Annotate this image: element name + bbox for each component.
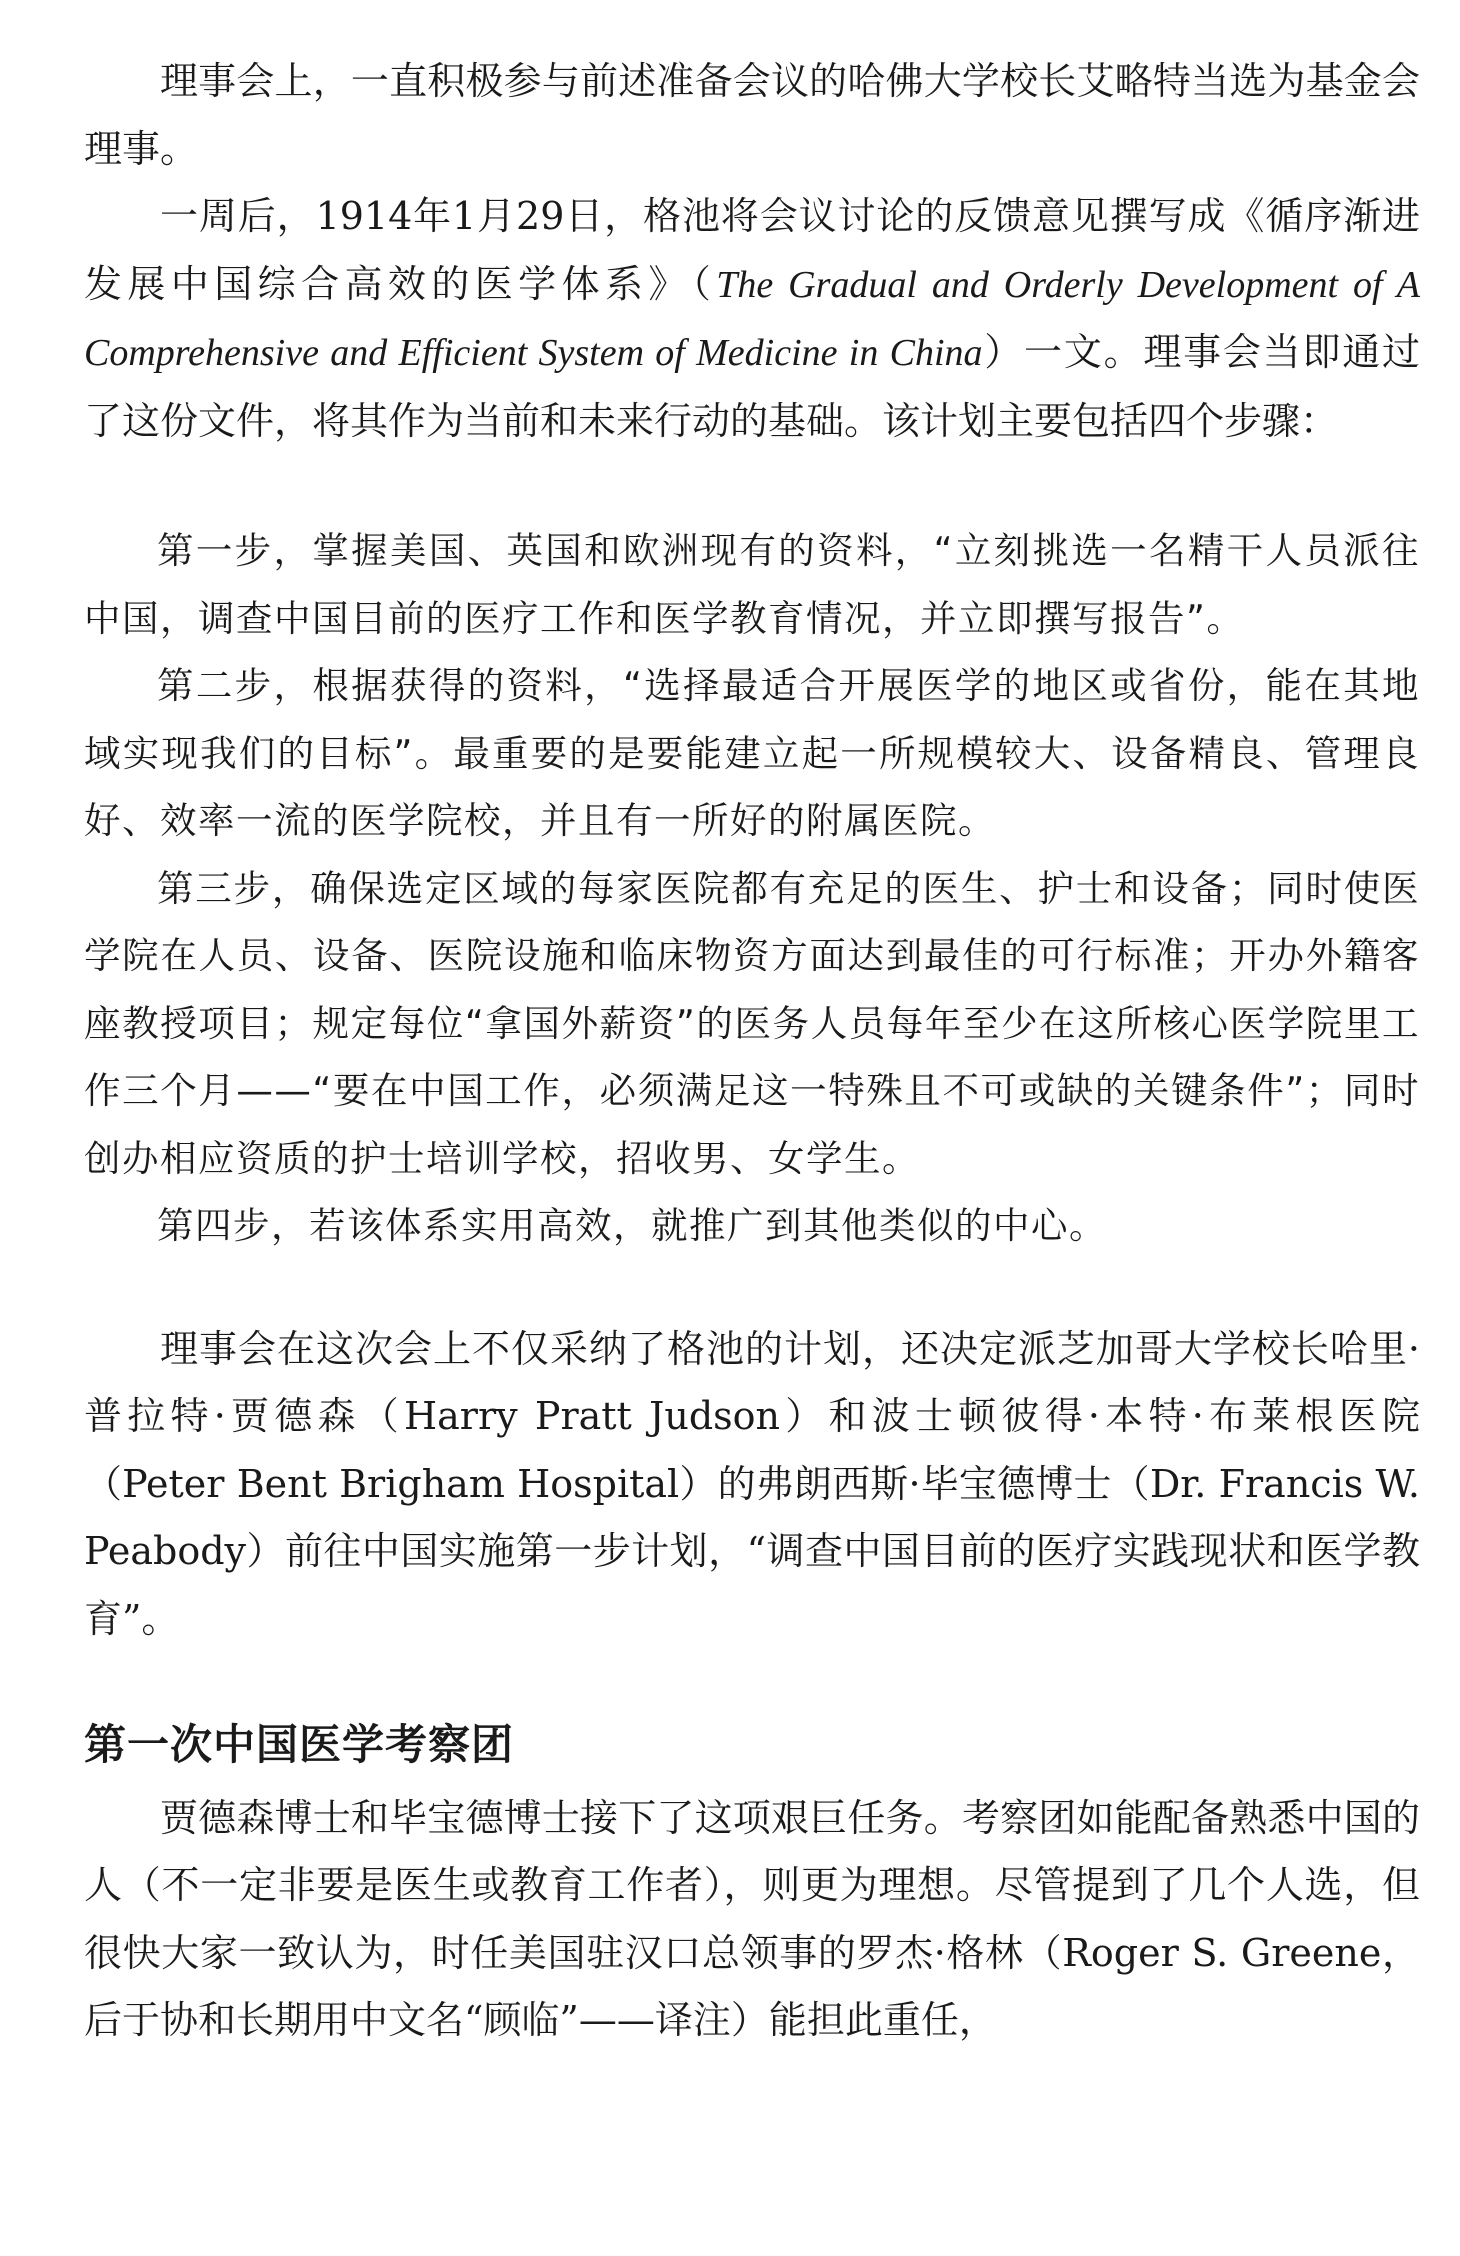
paragraph-trustee-election: 理事会上，一直积极参与前述准备会议的哈佛大学校长艾略特当选为基金会理事。 — [84, 59, 1420, 171]
block-spacer — [84, 1260, 1420, 1316]
paragraph-gates-document-outro: ）一文。理事会当即通过了这份文件，将其作为当前和未来行动的基础。该计划主要包括四个步骤： — [84, 330, 1420, 443]
paragraph-gates-document-intro: 一周后，1914年1月29日，格池将会议讨论的反馈意见撰写成《循序渐进发展中国综合高效的医学体系》（ — [84, 194, 1420, 306]
plan-steps-quote — [84, 517, 1420, 1260]
plan-step-3: 第三步，确保选定区域的每家医院都有充足的医生、护士和设备；同时使医学院在人员、设备、医院设施和临床物资方面达到最佳的可行标准；开办外籍客座教授项目；规定每位“拿国外薪资”的医务人员每年至少在这所核心医学院里工作三个月——“要在中国工作，必须满足这一特殊且不可或缺的关键条件”；同时创办相应资质的护士培训学校，招收男、女学生。 — [84, 866, 1420, 1180]
block-spacer — [84, 1653, 1420, 1711]
paragraph-commission-members: 贾德森博士和毕宝德博士接下了这项艰巨任务。考察团如能配备熟悉中国的人（不一定非要是医生或教育工作者），则更为理想。尽管提到了几个人选，但很快大家一致认为，时任美国驻汉口总领事的罗杰·格林（Roger S. Greene，后于协和长期用中文名“顾临”——译注）能担此重任， — [84, 1795, 1420, 2042]
plan-step-2: 第二步，根据获得的资料，“选择最适合开展医学的地区或省份，能在其地域实现我们的目标”。最重要的是要能建立起一所规模较大、设备精良、管理良好、效率一流的医学院校，并且有一所好的附属医院。 — [84, 664, 1420, 842]
plan-step-4: 第四步，若该体系实用高效，就推广到其他类似的中心。 — [157, 1204, 1107, 1247]
paragraph-gates-document — [84, 183, 1420, 455]
section-heading: 第一次中国医学考察团 — [84, 1720, 515, 1769]
paragraph-commission-decision: 理事会在这次会上不仅采纳了格池的计划，还决定派芝加哥大学校长哈里·普拉特·贾德森（Harry Pratt Judson）和波士顿彼得·本特·布莱根医院（Peter Bent Brigham Hospital）的弗朗西斯·毕宝德博士（Dr. Francis W. Peabody）前往中国实施第一步计划，“调查中国目前的医疗实践现状和医学教育”。 — [84, 1326, 1420, 1641]
block-spacer — [84, 455, 1420, 517]
page-content — [84, 48, 1420, 2055]
document-english-title: The Gradual and Orderly Development of A Comprehensive and Efficient System of Medicine in China — [84, 263, 1421, 374]
plan-step-1: 第一步，掌握美国、英国和欧洲现有的资料，“立刻挑选一名精干人员派往中国，调查中国目前的医疗工作和医学教育情况，并立即撰写报告”。 — [84, 529, 1420, 640]
